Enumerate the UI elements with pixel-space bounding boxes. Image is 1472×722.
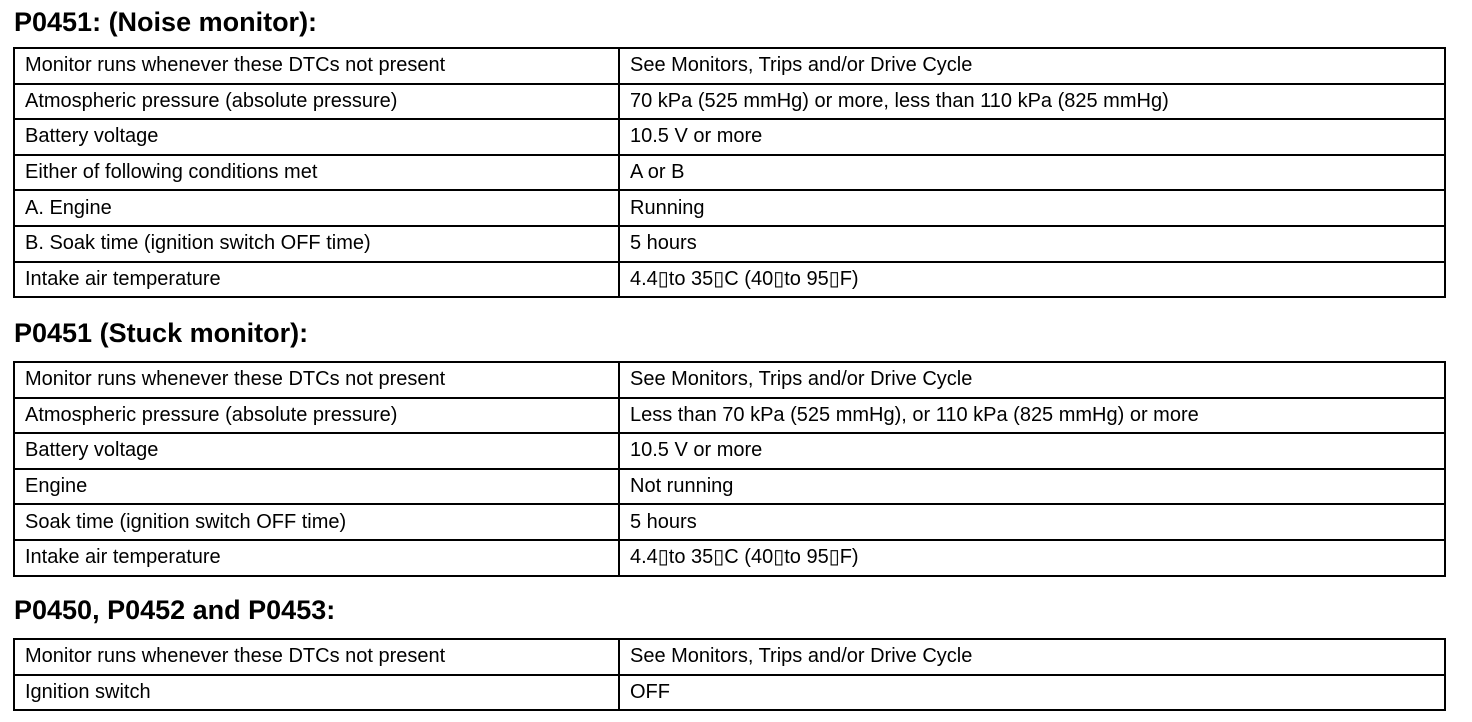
condition-cell: Atmospheric pressure (absolute pressure) (14, 84, 619, 120)
noise-monitor-conditions-table (13, 47, 1446, 298)
value-cell: See Monitors, Trips and/or Drive Cycle (619, 362, 1445, 398)
table-row (14, 84, 1445, 120)
table-row (14, 469, 1445, 505)
value-cell: 5 hours (619, 226, 1445, 262)
section-title-stuck-monitor: P0451 (Stuck monitor): (14, 318, 309, 348)
table-row (14, 190, 1445, 226)
table-row (14, 639, 1445, 675)
condition-cell: Engine (14, 469, 619, 505)
value-cell: Less than 70 kPa (525 mmHg), or 110 kPa (825 mmHg) or more (619, 398, 1445, 434)
table-row (14, 119, 1445, 155)
condition-cell: Battery voltage (14, 119, 619, 155)
value-cell: A or B (619, 155, 1445, 191)
stuck-monitor-conditions-table (13, 361, 1446, 577)
table-row (14, 226, 1445, 262)
condition-cell: Atmospheric pressure (absolute pressure) (14, 398, 619, 434)
table-row (14, 504, 1445, 540)
condition-cell: Monitor runs whenever these DTCs not present (14, 362, 619, 398)
value-cell: 5 hours (619, 504, 1445, 540)
section-title-p0450-p0452-p0453: P0450, P0452 and P0453: (14, 595, 336, 625)
condition-cell: Intake air temperature (14, 262, 619, 298)
table-row (14, 540, 1445, 576)
value-cell: 10.5 V or more (619, 433, 1445, 469)
value-cell: 10.5 V or more (619, 119, 1445, 155)
condition-cell: A. Engine (14, 190, 619, 226)
condition-cell: Monitor runs whenever these DTCs not present (14, 639, 619, 675)
value-cell: 4.4▯to 35▯C (40▯to 95▯F) (619, 540, 1445, 576)
table-row (14, 48, 1445, 84)
condition-cell: Ignition switch (14, 675, 619, 711)
table-row (14, 362, 1445, 398)
value-cell: See Monitors, Trips and/or Drive Cycle (619, 639, 1445, 675)
condition-cell: Monitor runs whenever these DTCs not present (14, 48, 619, 84)
p0450-p0452-p0453-conditions-table (13, 638, 1446, 711)
condition-cell: Intake air temperature (14, 540, 619, 576)
table-row (14, 433, 1445, 469)
table-row (14, 675, 1445, 711)
value-cell: Running (619, 190, 1445, 226)
value-cell: 70 kPa (525 mmHg) or more, less than 110 kPa (825 mmHg) (619, 84, 1445, 120)
value-cell: OFF (619, 675, 1445, 711)
section-title-noise-monitor: P0451: (Noise monitor): (14, 7, 318, 37)
table-row (14, 155, 1445, 191)
condition-cell: Soak time (ignition switch OFF time) (14, 504, 619, 540)
value-cell: See Monitors, Trips and/or Drive Cycle (619, 48, 1445, 84)
condition-cell: B. Soak time (ignition switch OFF time) (14, 226, 619, 262)
table-row (14, 398, 1445, 434)
value-cell: Not running (619, 469, 1445, 505)
value-cell: 4.4▯to 35▯C (40▯to 95▯F) (619, 262, 1445, 298)
condition-cell: Battery voltage (14, 433, 619, 469)
table-row (14, 262, 1445, 298)
condition-cell: Either of following conditions met (14, 155, 619, 191)
